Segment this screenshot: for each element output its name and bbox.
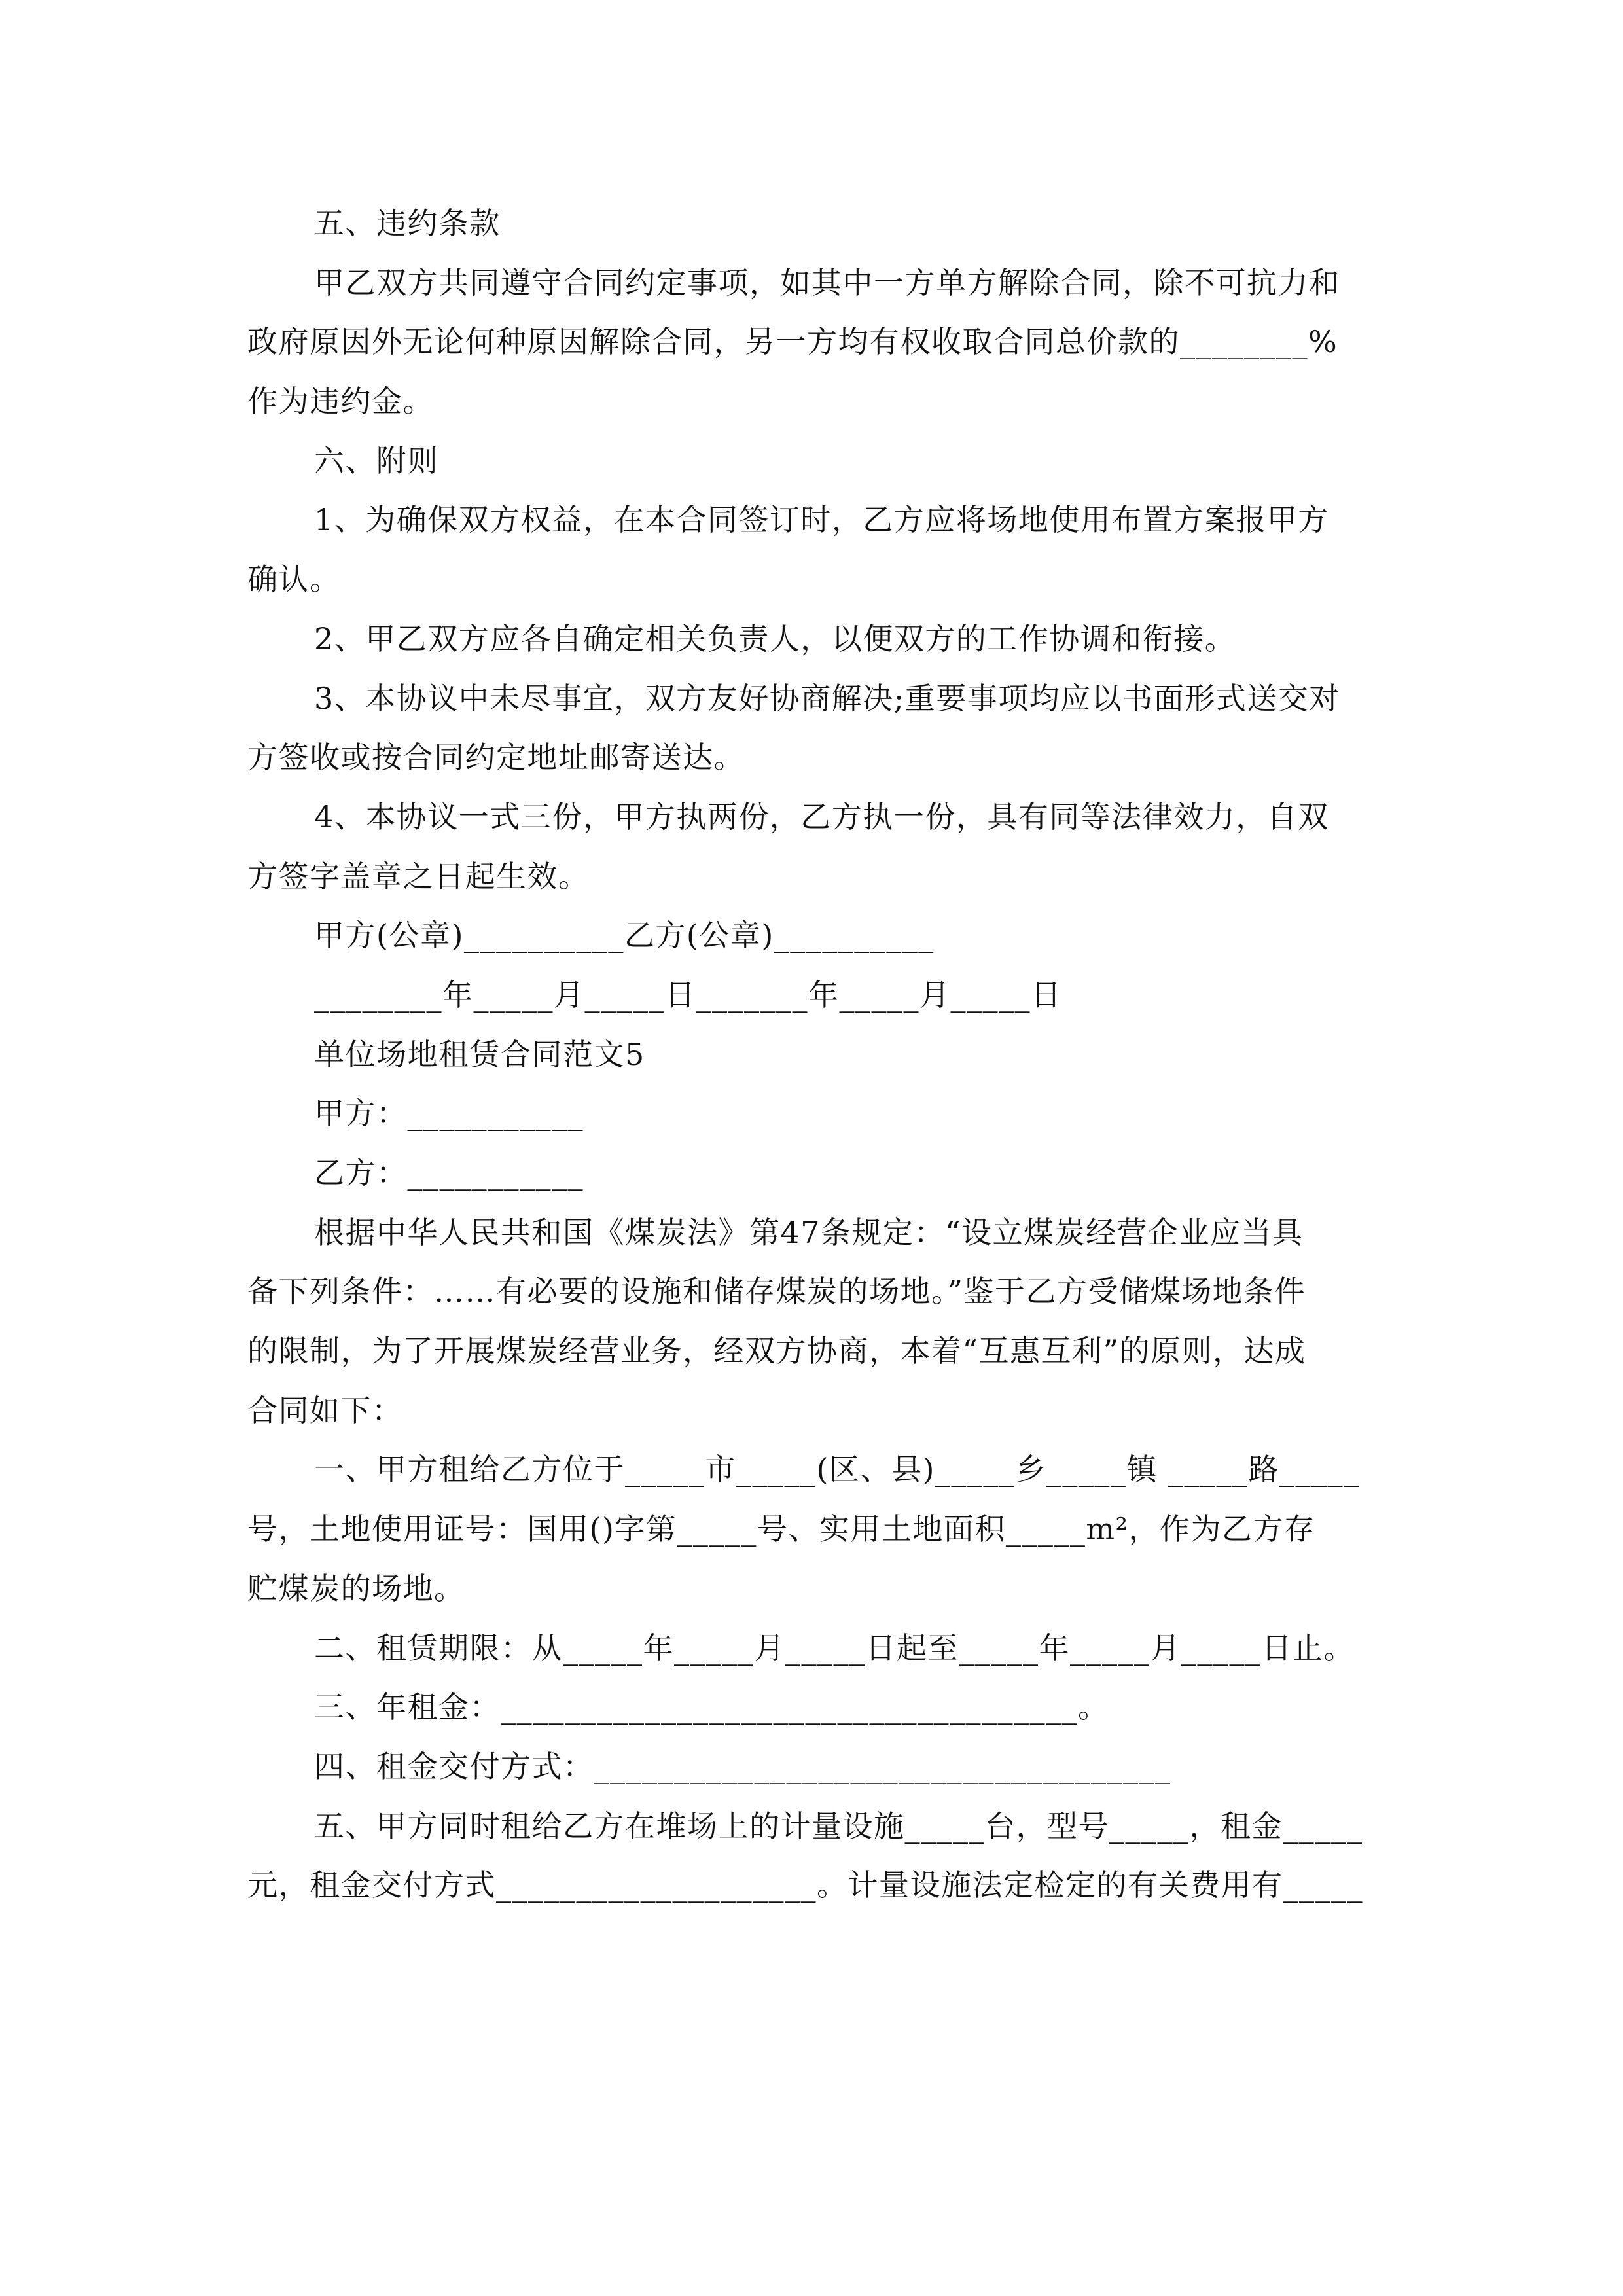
paragraph-line: 方签收或按合同约定地址邮寄送达。 [247,740,745,776]
paragraph-line: 3、本协议中未尽事宜，双方友好协商解决;重要事项均应以书面形式送交对 [314,680,1340,716]
clause-line: 三、年租金：____________________________________。 [314,1689,1109,1725]
paragraph-line: 的限制，为了开展煤炭经营业务，经双方协商，本着“互惠互利”的原则，达成 [247,1333,1306,1369]
party-a-line: 甲方：___________ [314,1096,584,1132]
clause-line: 元，租金交付方式____________________。计量设施法定检定的有关费用有_____ [247,1867,1363,1903]
clause-line: 号，土地使用证号：国用()字第_____号、实用土地面积_____m²，作为乙方存 [247,1511,1315,1547]
paragraph-line: 甲乙双方共同遵守合同约定事项，如其中一方单方解除合同，除不可抗力和 [314,264,1340,300]
paragraph-line: 作为违约金。 [247,384,434,420]
clause-line: 五、甲方同时租给乙方在堆场上的计量设施_____台，型号_____，租金_____ [314,1808,1363,1844]
paragraph-line: 政府原因外无论何种原因解除合同，另一方均有权收取合同总价款的________% [247,324,1338,360]
clause-line: 一、甲方租给乙方位于_____市_____(区、县)_____乡_____镇 _____路_____ [314,1452,1360,1488]
paragraph-line: 确认。 [247,562,341,598]
paragraph-line: 1、为确保双方权益，在本合同签订时，乙方应将场地使用布置方案报甲方 [314,502,1329,538]
paragraph-line: 备下列条件：……有必要的设施和储存煤炭的场地。”鉴于乙方受储煤场地条件 [247,1274,1306,1310]
signature-date-line: ________年_____月_____日_______年_____月_____日 [314,977,1062,1013]
paragraph-line: 4、本协议一式三份，甲方执两份，乙方执一份，具有同等法律效力，自双 [314,798,1329,834]
document-body [247,194,1380,1915]
clause-line: 四、租金交付方式：____________________________________ [314,1748,1171,1784]
clause-line: 贮煤炭的场地。 [247,1570,465,1606]
heading-supplementary-provisions: 六、附则 [314,442,438,478]
party-b-line: 乙方：___________ [314,1155,584,1191]
signature-seal-line: 甲方(公章)__________乙方(公章)__________ [314,918,935,954]
heading-breach-clause: 五、违约条款 [314,206,501,241]
paragraph-line: 合同如下： [247,1392,403,1428]
clause-line: 二、租赁期限：从_____年_____月_____日起至_____年_____月_____日止。 [314,1630,1355,1666]
section-title-sample-5: 单位场地租赁合同范文5 [314,1036,645,1072]
paragraph-line: 根据中华人民共和国《煤炭法》第47条规定：“设立煤炭经营企业应当具 [314,1214,1304,1250]
paragraph-line: 2、甲乙双方应各自确定相关负责人，以便双方的工作协调和衔接。 [314,620,1236,656]
paragraph-line: 方签字盖章之日起生效。 [247,858,590,894]
